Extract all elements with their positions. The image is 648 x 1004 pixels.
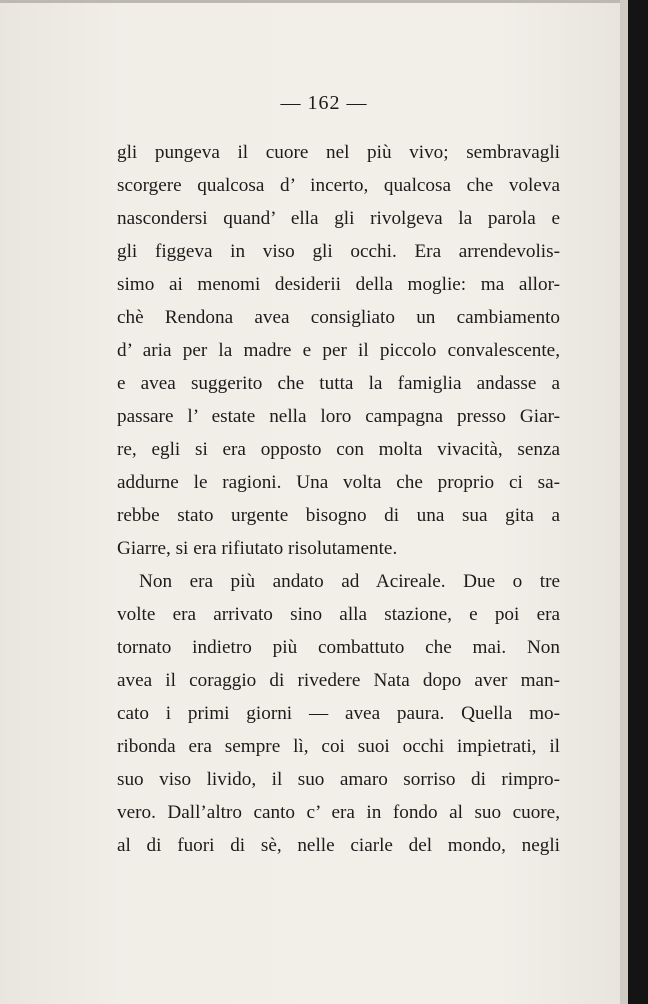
text-line: tornato indietro più combattuto che mai. Non (117, 637, 560, 658)
text-line: gli figgeva in viso gli occhi. Era arrendevolis- (117, 241, 560, 262)
text-line: avea il coraggio di rivedere Nata dopo aver man- (117, 670, 560, 691)
top-edge (0, 0, 620, 3)
text-line: al di fuori di sè, nelle ciarle del mondo, negli (117, 835, 560, 856)
book-spine-edge (628, 0, 648, 1004)
text-line: cato i primi giorni — avea paura. Quella mo- (117, 703, 560, 724)
page-number: — 162 — (280, 92, 368, 114)
text-line: vero. Dall’altro canto c’ era in fondo al suo cuore, (117, 802, 560, 823)
page-edge-shadow (620, 0, 628, 1004)
text-line: ribonda era sempre lì, coi suoi occhi impietrati, il (117, 736, 560, 757)
text-line: gli pungeva il cuore nel più vivo; sembravagli (117, 142, 560, 163)
text-line: scorgere qualcosa d’ incerto, qualcosa che voleva (117, 175, 560, 196)
text-line: passare l’ estate nella loro campagna presso Giar- (117, 406, 560, 427)
text-line: re, egli si era opposto con molta vivacità, senza (117, 439, 560, 460)
text-line: chè Rendona avea consigliato un cambiamento (117, 307, 560, 328)
body-text (117, 136, 560, 862)
text-line: Non era più andato ad Acireale. Due o tre (139, 571, 560, 592)
text-line: Giarre, si era rifiutato risolutamente. (117, 538, 398, 559)
text-line: suo viso livido, il suo amaro sorriso di rimpro- (117, 769, 560, 790)
text-line: d’ aria per la madre e per il piccolo convalescente, (117, 340, 560, 361)
text-line: volte era arrivato sino alla stazione, e poi era (117, 604, 560, 625)
text-line: rebbe stato urgente bisogno di una sua gita a (117, 505, 560, 526)
text-line: e avea suggerito che tutta la famiglia andasse a (117, 373, 560, 394)
text-line: addurne le ragioni. Una volta che proprio ci sa- (117, 472, 560, 493)
text-line: nascondersi quand’ ella gli rivolgeva la parola e (117, 208, 560, 229)
text-line: simo ai menomi desiderii della moglie: ma allor- (117, 274, 560, 295)
